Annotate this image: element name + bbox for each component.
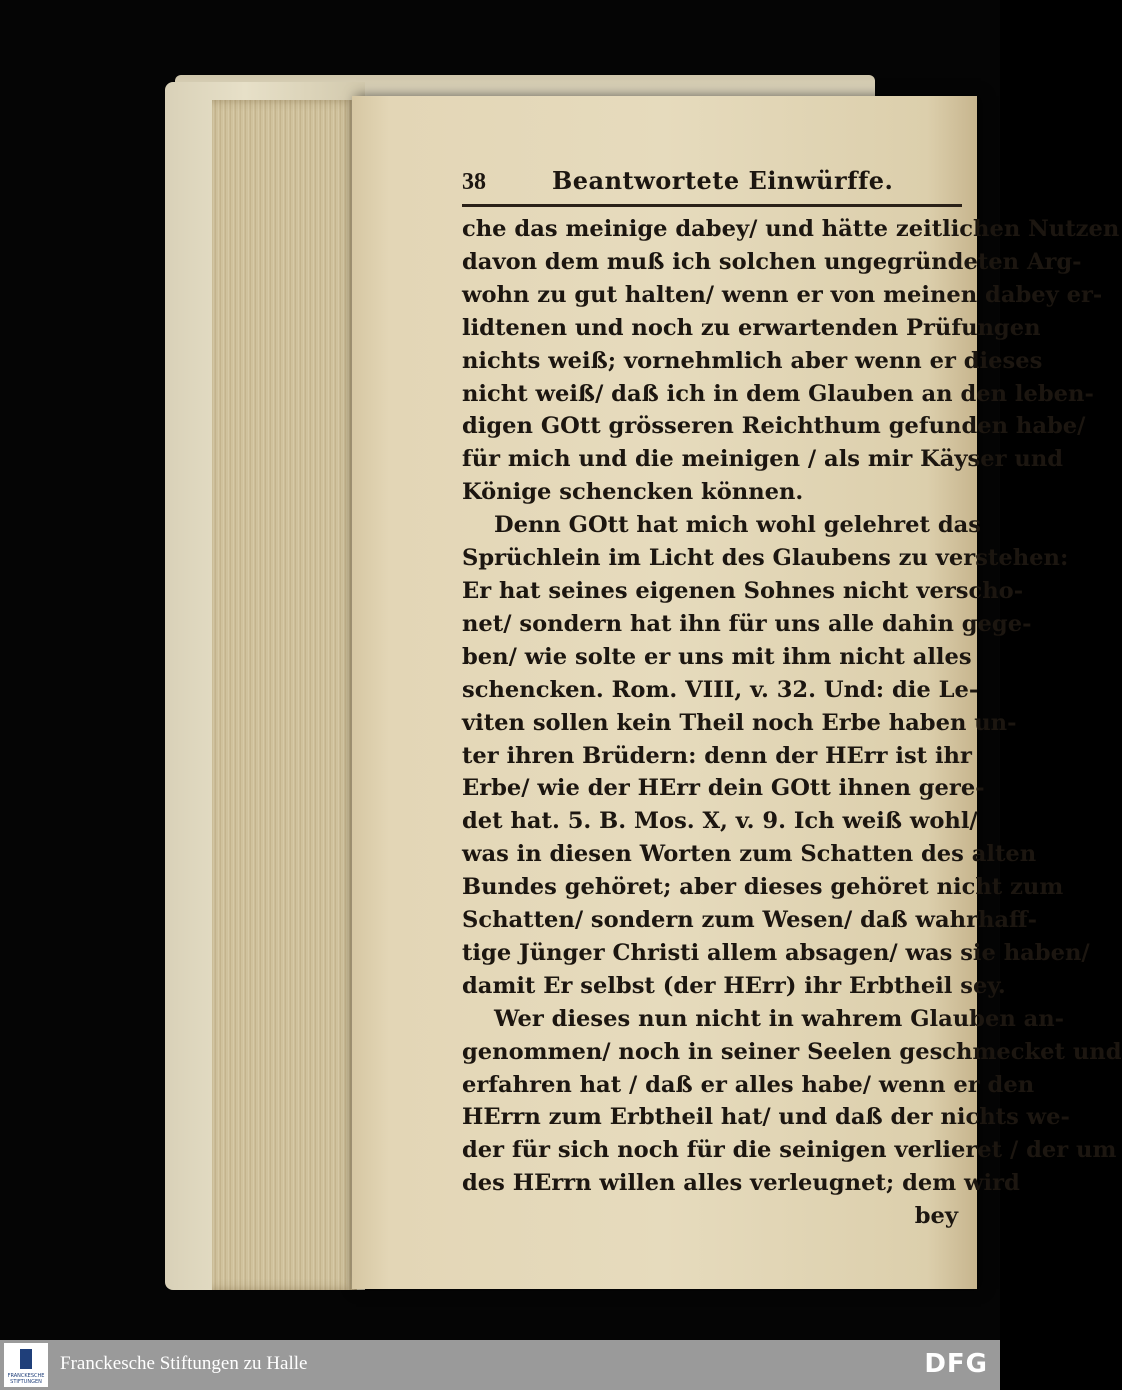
catchword: bey <box>914 1203 958 1230</box>
running-title: Beantwortete Einwürffe. <box>552 166 894 195</box>
text-line: Wer dieses nun nicht in wahrem Glauben an- <box>494 1005 1065 1032</box>
building-icon <box>20 1349 32 1369</box>
text-line: des HErrn willen alles verleugnet; dem wird <box>462 1170 1020 1197</box>
text-line: Erbe/ wie der HErr dein GOtt ihnen gere- <box>462 775 985 802</box>
head-rule <box>462 204 962 207</box>
text-line: viten sollen kein Theil noch Erbe haben un- <box>462 709 1017 736</box>
text-line: ter ihren Brüdern: denn der HErr ist ihr <box>462 742 972 769</box>
text-line: erfahren hat / daß er alles habe/ wenn er den <box>462 1071 1035 1098</box>
text-line: der für sich noch für die seinigen verlieret / der um <box>462 1137 1117 1164</box>
text-line: ben/ wie solte er uns mit ihm nicht alles <box>462 643 972 670</box>
text-line: Bundes gehöret; aber dieses gehöret nicht zum <box>462 874 1064 901</box>
page-number: 38 <box>462 169 486 195</box>
text-line: nicht weiß/ daß ich in dem Glauben an den leben- <box>462 380 1094 407</box>
text-line: det hat. 5. B. Mos. X, v. 9. Ich weiß wohl/ <box>462 808 978 835</box>
text-line: Schatten/ sondern zum Wesen/ daß wahrhaff- <box>462 907 1037 934</box>
text-line: Könige schencken können. <box>462 479 804 506</box>
text-line: Er hat seines eigenen Sohnes nicht verscho- <box>462 577 1024 604</box>
text-line: Sprüchlein im Licht des Glaubens zu verstehen: <box>462 545 1069 572</box>
text-line: genommen/ noch in seiner Seelen geschmecket und <box>462 1038 1122 1065</box>
page-block-edges <box>212 100 357 1290</box>
text-line: tige Jünger Christi allem absagen/ was sie haben/ <box>462 939 1090 966</box>
viewer-footer <box>0 1340 1000 1390</box>
running-head <box>462 166 972 198</box>
book-page <box>352 96 1122 1289</box>
text-line: net/ sondern hat ihn für uns alle dahin gege- <box>462 610 1032 637</box>
franckesche-logo[interactable] <box>4 1343 48 1387</box>
text-line: was in diesen Worten zum Schatten des alten <box>462 841 1037 868</box>
text-line: Denn GOtt hat mich wohl gelehret das <box>494 512 982 539</box>
institution-name: Franckesche Stiftungen zu Halle <box>60 1353 308 1374</box>
text-line: HErrn zum Erbtheil hat/ und daß der nichts we- <box>462 1104 1070 1131</box>
logo-caption: FRANCKESCHE STIFTUNGEN <box>7 1373 45 1385</box>
text-line: che das meinige dabey/ und hätte zeitlichen Nutzen <box>462 216 1120 242</box>
text-line: nichts weiß; vornehmlich aber wenn er dieses <box>462 347 1043 374</box>
body-text <box>462 213 1122 1200</box>
text-line: für mich und die meinigen / als mir Käyser und <box>462 446 1064 473</box>
dfg-logo[interactable]: DFG <box>924 1349 988 1379</box>
text-line: schencken. Rom. VIII, v. 32. Und: die Le- <box>462 676 979 703</box>
text-line: damit Er selbst (der HErr) ihr Erbtheil sey. <box>462 972 1006 999</box>
text-line: lidtenen und noch zu erwartenden Prüfungen <box>462 314 1041 341</box>
text-line: davon dem muß ich solchen ungegründeten Arg- <box>462 248 1082 275</box>
text-line: digen GOtt grösseren Reichthum gefunden habe/ <box>462 413 1086 440</box>
page-content <box>462 166 1122 1233</box>
text-line: wohn zu gut halten/ wenn er von meinen dabey er- <box>462 281 1103 308</box>
